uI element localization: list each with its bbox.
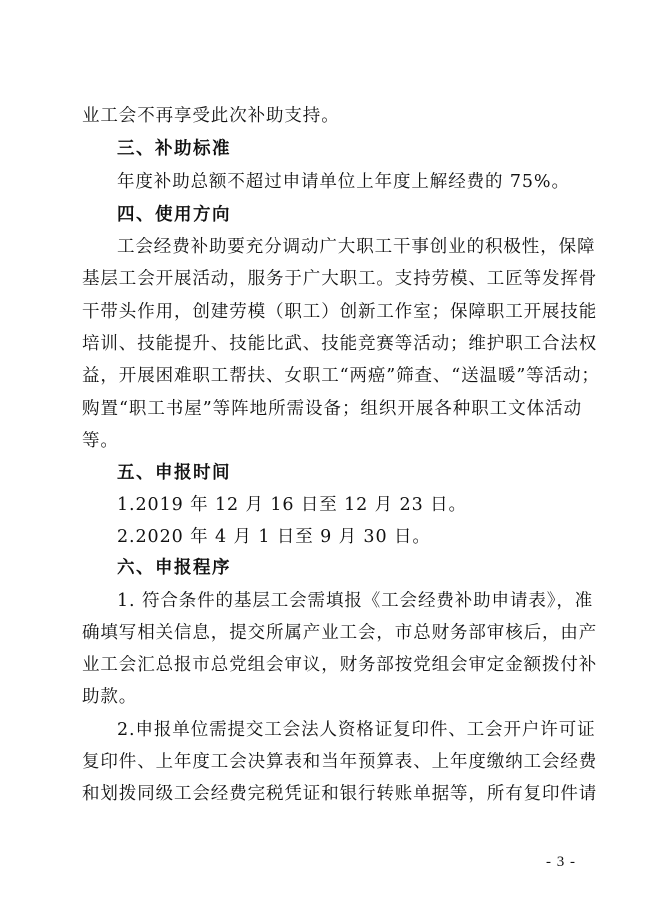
body-line: 基层工会开展活动，服务于广大职工。支持劳模、工匠等发挥骨 xyxy=(82,269,598,289)
section-heading-5: 五、申报时间 xyxy=(117,463,231,483)
body-line: 培训、技能提升、技能比武、技能竞赛等活动；维护职工合法权 xyxy=(82,334,598,354)
body-line: 2.申报单位需提交工会法人资格证复印件、工会开户许可证 xyxy=(117,720,596,740)
body-line: 1.2019 年 12 月 16 日至 12 月 23 日。 xyxy=(117,495,467,515)
body-line: 业工会汇总报市总党组会审议，财务部按党组会审定金额拨付补 xyxy=(82,655,598,675)
body-line: 业工会不再享受此次补助支持。 xyxy=(82,106,340,126)
section-heading-3: 三、补助标准 xyxy=(117,139,231,159)
body-line: 助款。 xyxy=(82,687,138,707)
body-line: 1. 符合条件的基层工会需填报《工会经费补助申请表》，准 xyxy=(117,591,594,611)
body-line: 2.2020 年 4 月 1 日至 9 月 30 日。 xyxy=(117,527,431,547)
body-line: 工会经费补助要充分调动广大职工干事创业的积极性，保障 xyxy=(117,237,596,257)
page-number: - 3 - xyxy=(546,854,576,870)
body-line: 和划拨同级工会经费完税凭证和银行转账单据等，所有复印件请 xyxy=(82,784,598,804)
body-line: 等。 xyxy=(82,431,119,451)
body-line: 购置“职工书屋”等阵地所需设备；组织开展各种职工文体活动 xyxy=(82,399,582,419)
body-line: 复印件、上年度工会决算表和当年预算表、上年度缴纳工会经费 xyxy=(82,752,598,772)
body-line: 益，开展困难职工帮扶、女职工“两癌”筛查、“送温暖”等活动； xyxy=(82,366,600,386)
body-line: 干带头作用，创建劳模（职工）创新工作室；保障职工开展技能 xyxy=(82,302,598,322)
section-heading-4: 四、使用方向 xyxy=(117,205,231,225)
body-line: 确填写相关信息，提交所属产业工会，市总财务部审核后，由产 xyxy=(82,623,598,643)
body-line: 年度补助总额不超过申请单位上年度上解经费的 75%。 xyxy=(117,172,570,192)
section-heading-6: 六、申报程序 xyxy=(117,558,231,578)
